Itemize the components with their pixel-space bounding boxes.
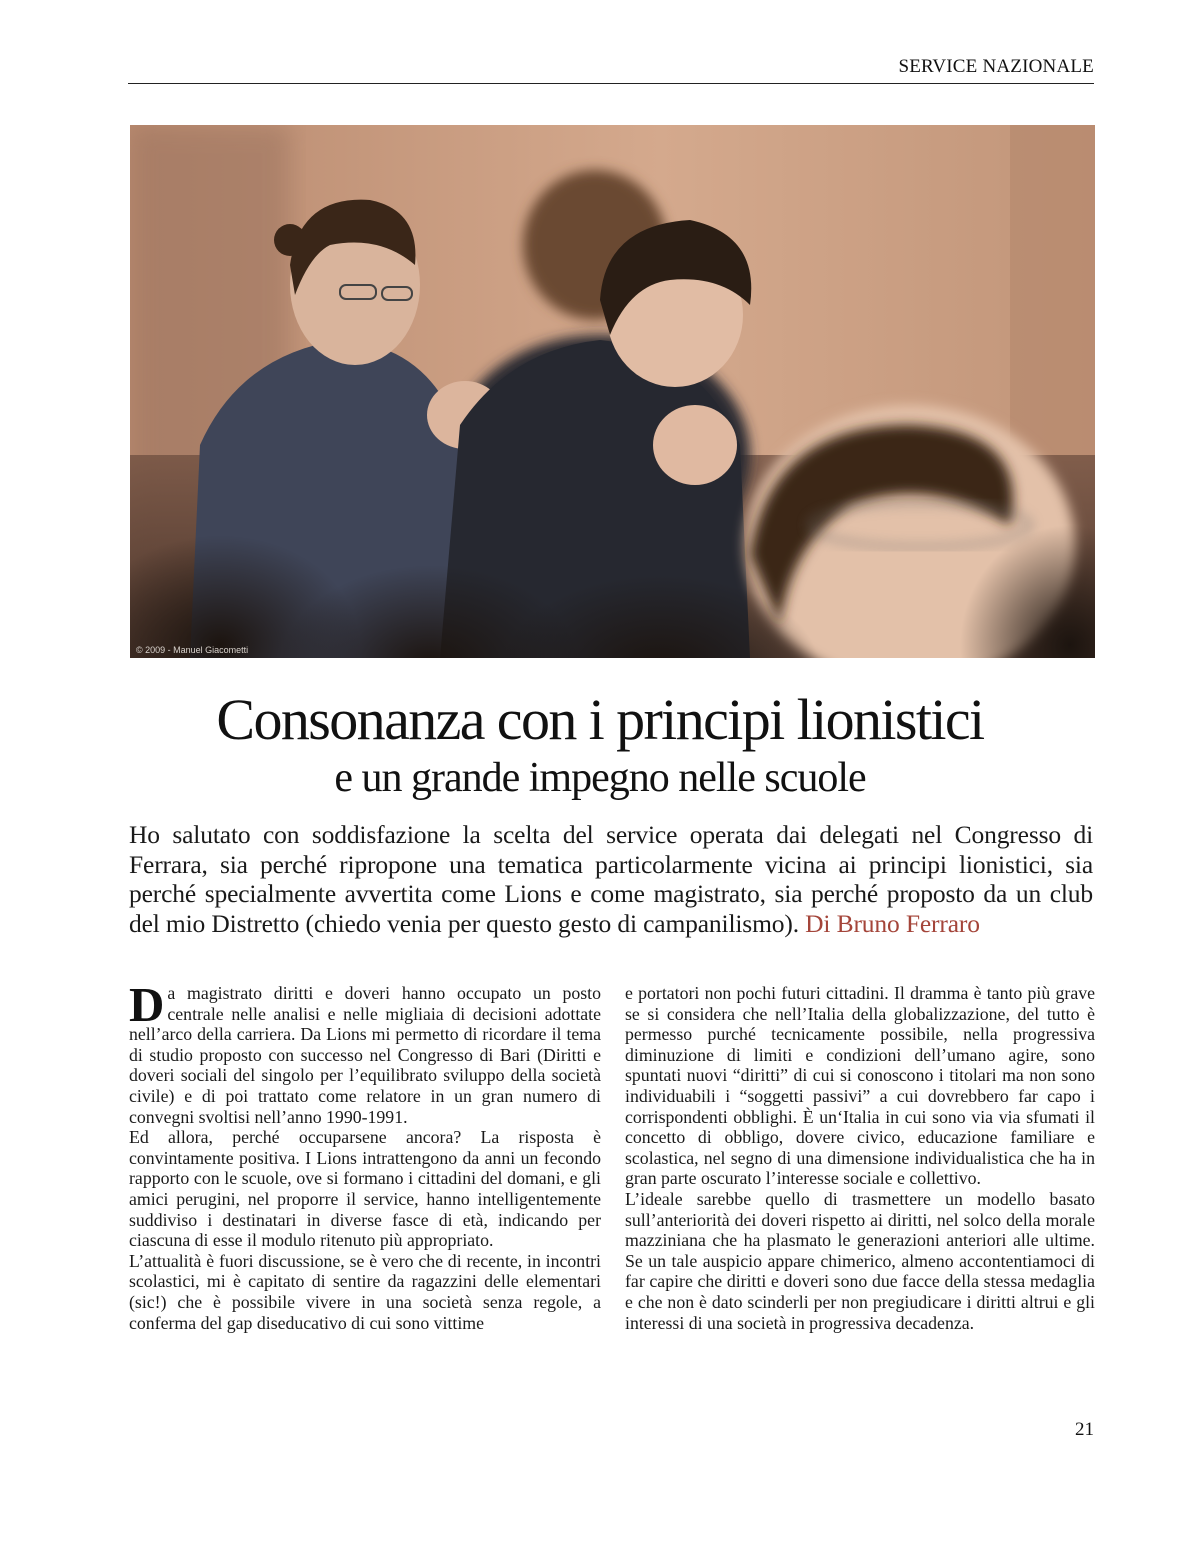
paragraph-text: a magistrato diritti e doveri hanno occupato un posto centrale nelle analisi e nelle migliaia di decisioni adottate nell’arco della carriera. Da Lions mi permetto di ricordare il tema di studio proposto con successo nel Congresso di Bari (Diritti e doveri sociali del singolo per l’equilibrato sviluppo della società civile) e di poi trattato come relatore in un gran numero di convegni svoltisi nell’anno 1990-1991. — [129, 983, 601, 1127]
paragraph: Ed allora, perché occuparsene ancora? La risposta è convintamente positiva. I Lions intrattengono da anni un fecondo rapporto con le scuole, ove si formano i cittadini del domani, e gli amici perugini, nel proporre il service, hanno intelligentemente suddiviso i destinatari in diverse fasce di età, indicando per ciascuna di esse il modulo ritenuto più appropriato. — [129, 1127, 601, 1251]
photo-credit: © 2009 - Manuel Giacometti — [136, 645, 249, 655]
paragraph — [129, 977, 601, 1127]
article-subtitle: e un grande impegno nelle scuole — [334, 755, 866, 801]
page-number: 21 — [1075, 1419, 1094, 1440]
lead-text: Ho salutato con soddisfazione la scelta del service operata dai delegati nel Congresso di Ferrara, sia perché ripropone una tematica particolarmente vicina ai principi lionistici, sia perché specialmente avvertita come Lions e come magistrato, sia perché proposto da un club del mio Distretto (chiedo venia per questo gesto di campanilismo). — [129, 820, 1093, 938]
drop-cap: D — [129, 977, 165, 1032]
right-column — [625, 983, 1095, 1333]
byline: Di Bruno Ferraro — [805, 908, 980, 938]
section-header: SERVICE NAZIONALE — [898, 56, 1094, 77]
left-column — [129, 977, 601, 1333]
article-title: Consonanza con i principi lionistici — [216, 687, 984, 752]
article-lead — [129, 820, 1093, 938]
paragraph: L’attualità è fuori discussione, se è vero che di recente, in incontri scolastici, mi è capitato di sentire da ragazzini delle elementari (sic!) che è possibile vivere in una società senza regole, a conferma del gap diseducativo di cui sono vittime — [129, 1250, 601, 1333]
students-photo-illustration — [130, 125, 1095, 658]
header-rule — [128, 83, 1094, 84]
paragraph: e portatori non pochi futuri cittadini. Il dramma è tanto più grave se si considera che nell’Italia della globalizzazione, del tutto è permesso purché tecnicamente possibile, nella progressiva diminuzione di limiti e condizioni dell’umano agire, sono spuntati nuovi “diritti” di cui si conoscono i titolari ma non sono individuabili i “soggetti passivi” a cui dovrebbero far capo i corrispondenti obblighi. È un‘Italia in cui sono via via sfumati il concetto di obbligo, dovere civico, educazione familiare e scolastica, nel segno di una dimensione individualistica che ha in gran parte oscurato l’interesse sociale e collettivo. — [625, 983, 1095, 1189]
paragraph: L’ideale sarebbe quello di trasmettere un modello basato sull’anteriorità dei doveri rispetto ai diritti, nel solco della morale mazziniana che ha plasmato le generazioni anteriori alle ultime. Se un tale auspicio appare chimerico, almeno accontentiamoci di far capire che diritti e doveri sono due facce della stessa medaglia e che non è dato scinderli per non pregiudicare i diritti altrui e gli interessi di una società in progressiva decadenza. — [625, 1188, 1095, 1333]
article-photo — [130, 125, 1095, 658]
